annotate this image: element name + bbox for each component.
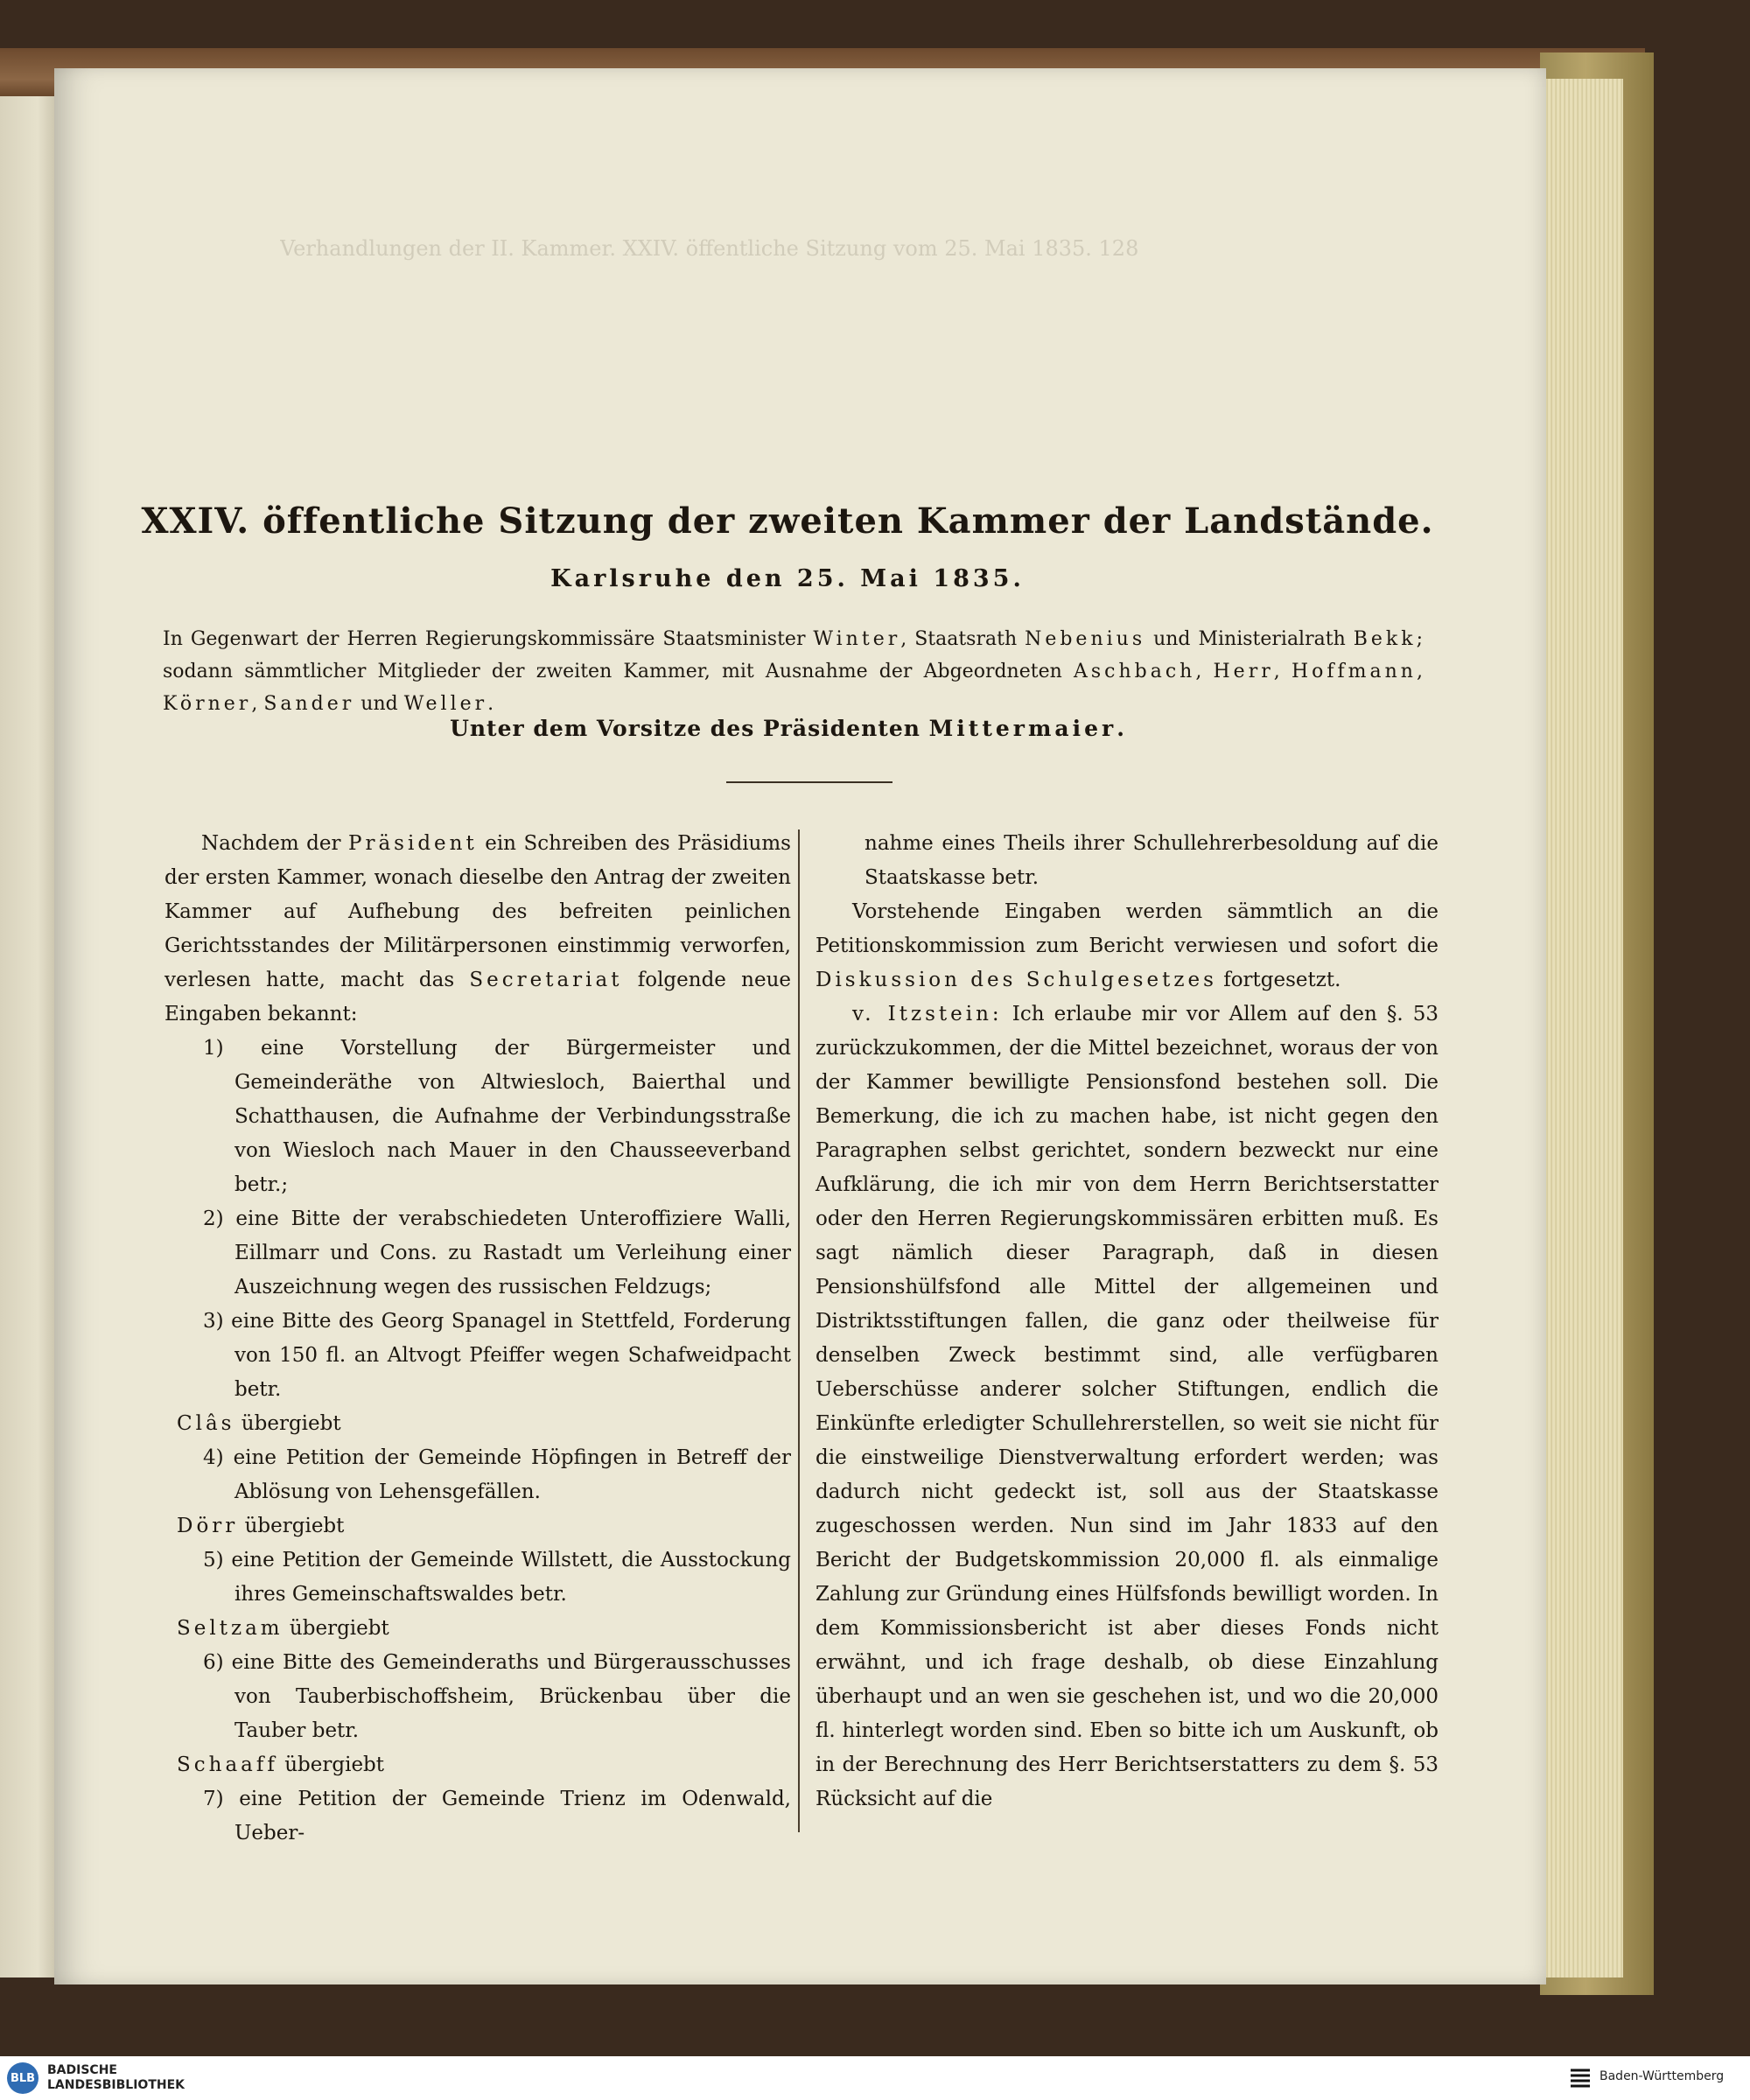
name-herr: Herr: [1213, 661, 1274, 682]
library-name: [47, 2063, 185, 2093]
name-winter: Winter: [813, 628, 901, 650]
list-item: 3) eine Bitte des Georg Spanagel in Stettfeld, Forderung von 150 fl. an Altvogt Pfeiffer wegen Schafweidpacht betr.: [203, 1310, 791, 1401]
speech-paragraph: [816, 998, 1438, 1816]
giver-text: übergiebt: [277, 1754, 385, 1776]
intro-text: folgende neue Eingaben bekannt:: [164, 969, 791, 1026]
list-item: 2) eine Bitte der verabschiedeten Unteroffiziere Walli, Eillmarr und Cons. zu Rastadt um Verleihung einer Auszeichnung wegen des russischen Feldzugs;: [203, 1208, 791, 1298]
name-aschbach: Aschbach: [1073, 661, 1196, 682]
giver-text: übergiebt: [283, 1617, 389, 1640]
giver-line: [164, 1407, 791, 1441]
list-item: 6) eine Bitte des Gemeinderaths und Bürgerausschusses von Tauberbischoffsheim, Brückenbau über die Tauber betr.: [203, 1651, 791, 1742]
page-edges: [1536, 79, 1623, 1978]
blb-logo-icon: BLB: [7, 2062, 38, 2094]
referral-text: Vorstehende Eingaben werden sämmtlich an die Petitionskommission zum Bericht verwiesen und sofort die: [816, 900, 1438, 957]
intro-paragraph: [164, 827, 791, 1032]
name-koerner: Körner: [163, 693, 252, 715]
referral-paragraph: [816, 895, 1438, 998]
intro-secretariat: Secretariat: [469, 969, 623, 991]
library-line1: BADISCHE: [47, 2063, 117, 2077]
name-nebenius: Nebenius: [1025, 628, 1146, 650]
right-column: [816, 827, 1438, 1816]
intro-text: ein Schreiben des Präsidiums der ersten Kammer, wonach dieselbe den Antrag der zweiten Kammer auf Aufhebung des befreiten peinlichen Gerichtsstandes der Militärpersonen einstimmig verworfen, verlesen hatte, macht das: [164, 832, 791, 991]
giver-text: übergiebt: [238, 1515, 345, 1537]
giver-name: Clâs: [177, 1412, 235, 1435]
chair-line: [88, 716, 1488, 741]
intro-text: Nachdem der: [201, 832, 348, 855]
library-line2: LANDESBIBLIOTHEK: [47, 2078, 186, 2092]
bleed-through-header: Verhandlungen der II. Kammer. XXIV. öffentliche Sitzung vom 25. Mai 1835. 128: [280, 236, 1139, 261]
list-item: 5) eine Petition der Gemeinde Willstett, die Ausstockung ihres Gemeinschaftswaldes betr.: [203, 1549, 791, 1606]
giver-text: übergiebt: [234, 1412, 341, 1435]
giver-name: Schaaff: [177, 1754, 278, 1776]
footer-bar: [0, 2056, 1750, 2100]
giver-name: Dörr: [177, 1515, 239, 1537]
speech-text: Ich erlaube mir vor Allem auf den §. 53 zurückzukommen, der die Mittel bezeichnet, woraus der von der Kammer bewilligte Pensionsfond bestehen soll. Die Bemerkung, die ich zu machen habe, ist nicht gegen den Paragraphen selbst gerichtet, sondern bezweckt nur eine Aufklärung, die ich mir von dem Herrn Berichtserstatter oder den Herren Regierungskommissären erbitten muß. Es sagt nämlich dieser Paragraph, daß in diesen Pensionshülfsfond alle Mittel der allgemeinen und Distriktsstiftungen fallen, die ganz oder theilweise für denselben Zweck bestimmt sind, alle verfügbaren Ueberschüsse anderer solcher Stiftungen, endlich die Einkünfte erledigter Schullehrerstellen, so weit sie nicht für die einstweilige Dienstverwaltung erfordert werden; was dadurch nicht gedeckt ist, soll aus der Staatskasse zugeschossen werden. Nun sind im Jahr 1833 auf den Bericht der Budgetskommission 20,000 fl. als einmalige Zahlung zur Gründung eines Hülfsfonds bewilligt worden. In dem Kommissionsbericht ist aber dieses Fonds nicht erwähnt, und ich frage deshalb, ob diese Einzahlung überhaupt und an wen sie geschehen ist, und wo die 20,000 fl. hinterlegt worden sind. Eben so bitte ich um Auskunft, ob in der Berechnung des Herr Berichtserstatters zu dem §. 53 Rücksicht auf die: [816, 1003, 1438, 1810]
referral-emphasis: Diskussion des Schulgesetzes: [816, 969, 1217, 991]
chair-end: .: [1116, 716, 1125, 741]
name-mittermaier: Mittermaier: [928, 716, 1117, 741]
list-item: 7) eine Petition der Gemeinde Trienz im Odenwald, Ueber-: [203, 1788, 791, 1844]
speaker-name: v. Itzstein:: [852, 1003, 1003, 1026]
left-column: [164, 827, 791, 1851]
intro-praesident: Präsident: [347, 832, 478, 855]
session-date: Karlsruhe den 25. Mai 1835.: [550, 565, 1025, 592]
name-bekk: Bekk: [1353, 628, 1417, 650]
name-hoffmann: Hoffmann: [1291, 661, 1417, 682]
continued-item: nahme eines Theils ihrer Schullehrerbesoldung auf die Staatskasse betr.: [864, 832, 1438, 889]
name-sander: Sander: [263, 693, 355, 715]
giver-line: [164, 1612, 791, 1646]
section-rule: [726, 781, 892, 783]
list-item: 1) eine Vorstellung der Bürgermeister und Gemeinderäthe von Altwiesloch, Baierthal und Schatthausen, die Aufnahme der Verbindungsstraße von Wiesloch nach Mauer in den Chausseeverband betr.;: [203, 1037, 791, 1196]
presence-text: und: [354, 693, 404, 715]
name-weller: Weller: [403, 693, 488, 715]
presence-text: ; sodann sämmtlicher Mitglieder der zweiten Kammer, mit Ausnahme der Abgeordneten: [163, 628, 1423, 682]
presence-text: , Staatsrath: [900, 628, 1026, 650]
list-item: 4) eine Petition der Gemeinde Höpfingen in Betreff der Ablösung von Lehensgefällen.: [203, 1446, 791, 1503]
giver-line: [164, 1509, 791, 1544]
presence-text: In Gegenwart der Herren Regierungskommissäre Staatsminister: [163, 628, 814, 650]
referral-text: fortgesetzt.: [1216, 969, 1341, 991]
presence-paragraph: In Gegenwart der Herren Regierungskommissäre Staatsminister Winter, Staatsrath Nebenius und Ministerialrath Bekk; sodann sämmtlicher Mitglieder der zweiten Kammer, mit Ausnahme der Abgeordneten Aschbach, Herr, Hoffmann, Körner, Sander und Weller.: [163, 628, 1423, 715]
column-divider: [798, 830, 800, 1832]
giver-name: Seltzam: [177, 1617, 284, 1640]
presence-text: .: [487, 693, 494, 715]
session-heading: XXIV. öffentliche Sitzung der zweiten Kammer der Landstände.: [141, 500, 1434, 542]
chair-text: Unter dem Vorsitze des Präsidenten: [450, 716, 929, 741]
presence-text: und Ministerialrath: [1145, 628, 1354, 650]
lion-crest-icon: [1568, 2065, 1592, 2091]
state-name: Baden-Württemberg: [1600, 2069, 1725, 2083]
giver-line: [164, 1748, 791, 1782]
